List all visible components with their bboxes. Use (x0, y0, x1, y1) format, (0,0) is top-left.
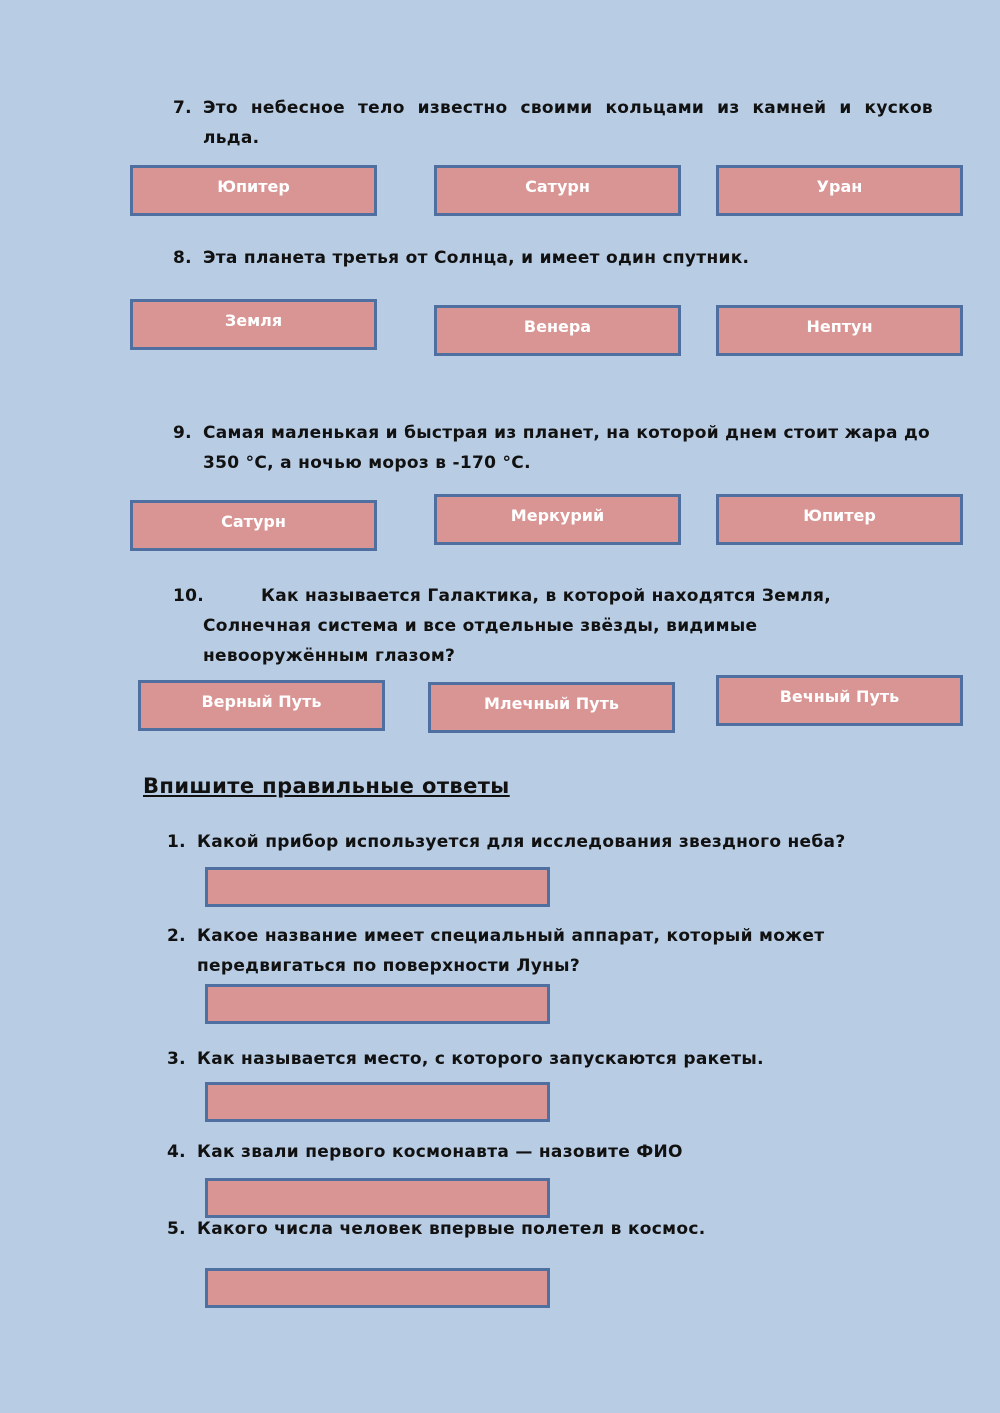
answer-option-saturn[interactable]: Сатурн (130, 500, 377, 551)
answer-field-5[interactable] (205, 1268, 550, 1308)
answer-option-jupiter[interactable]: Юпитер (716, 494, 963, 545)
answer-option-jupiter[interactable]: Юпитер (130, 165, 377, 216)
question-text: Какое название имеет специальный аппарат, который может передвигаться по поверхности Луны? (197, 926, 825, 976)
question-10 (173, 581, 873, 671)
question-number: 7. (173, 98, 192, 118)
question-text: Эта планета третья от Солнца, и имеет один спутник. (203, 248, 750, 268)
question-text: Как звали первого космонавта — назовите ФИО (197, 1142, 683, 1162)
answer-field-1[interactable] (205, 867, 550, 907)
question-8 (173, 243, 933, 273)
open-question-5 (167, 1214, 947, 1244)
question-9 (173, 418, 933, 478)
answer-option-venus[interactable]: Венера (434, 305, 681, 356)
answer-field-4[interactable] (205, 1178, 550, 1218)
answer-field-3[interactable] (205, 1082, 550, 1122)
question-text: Как называется Галактика, в которой находятся Земля, Солнечная система и все отдельные звёзды, видимые невооружённым глазом? (203, 586, 832, 666)
question-number: 1. (167, 832, 186, 852)
question-number: 4. (167, 1142, 186, 1162)
answer-option-saturn[interactable]: Сатурн (434, 165, 681, 216)
question-number: 10. (173, 586, 205, 606)
answer-option-eternal-way[interactable]: Вечный Путь (716, 675, 963, 726)
answer-option-milky-way[interactable]: Млечный Путь (428, 682, 675, 733)
open-question-2 (167, 921, 887, 981)
answer-option-mercury[interactable]: Меркурий (434, 494, 681, 545)
question-text: Самая маленькая и быстрая из планет, на которой днем стоит жара до 350 °С, а ночью мороз в -170 °С. (203, 423, 931, 473)
open-question-4 (167, 1137, 947, 1167)
question-number: 5. (167, 1219, 186, 1239)
answer-field-2[interactable] (205, 984, 550, 1024)
question-text: Какого числа человек впервые полетел в космос. (197, 1219, 706, 1239)
answer-option-earth[interactable]: Земля (130, 299, 377, 350)
question-7 (173, 93, 933, 153)
question-text: Какой прибор используется для исследования звездного неба? (197, 832, 846, 852)
answer-option-faithful-way[interactable]: Верный Путь (138, 680, 385, 731)
open-question-1 (167, 827, 947, 857)
question-number: 9. (173, 423, 192, 443)
question-number: 3. (167, 1049, 186, 1069)
open-question-3 (167, 1044, 947, 1074)
answer-option-uranus[interactable]: Уран (716, 165, 963, 216)
question-text: Как называется место, с которого запускаются ракеты. (197, 1049, 764, 1069)
question-number: 2. (167, 926, 186, 946)
question-text: Это небесное тело известно своими кольцами из камней и кусков льда. (203, 98, 933, 148)
section-heading: Впишите правильные ответы (143, 774, 510, 798)
answer-option-neptune[interactable]: Нептун (716, 305, 963, 356)
question-number: 8. (173, 248, 192, 268)
